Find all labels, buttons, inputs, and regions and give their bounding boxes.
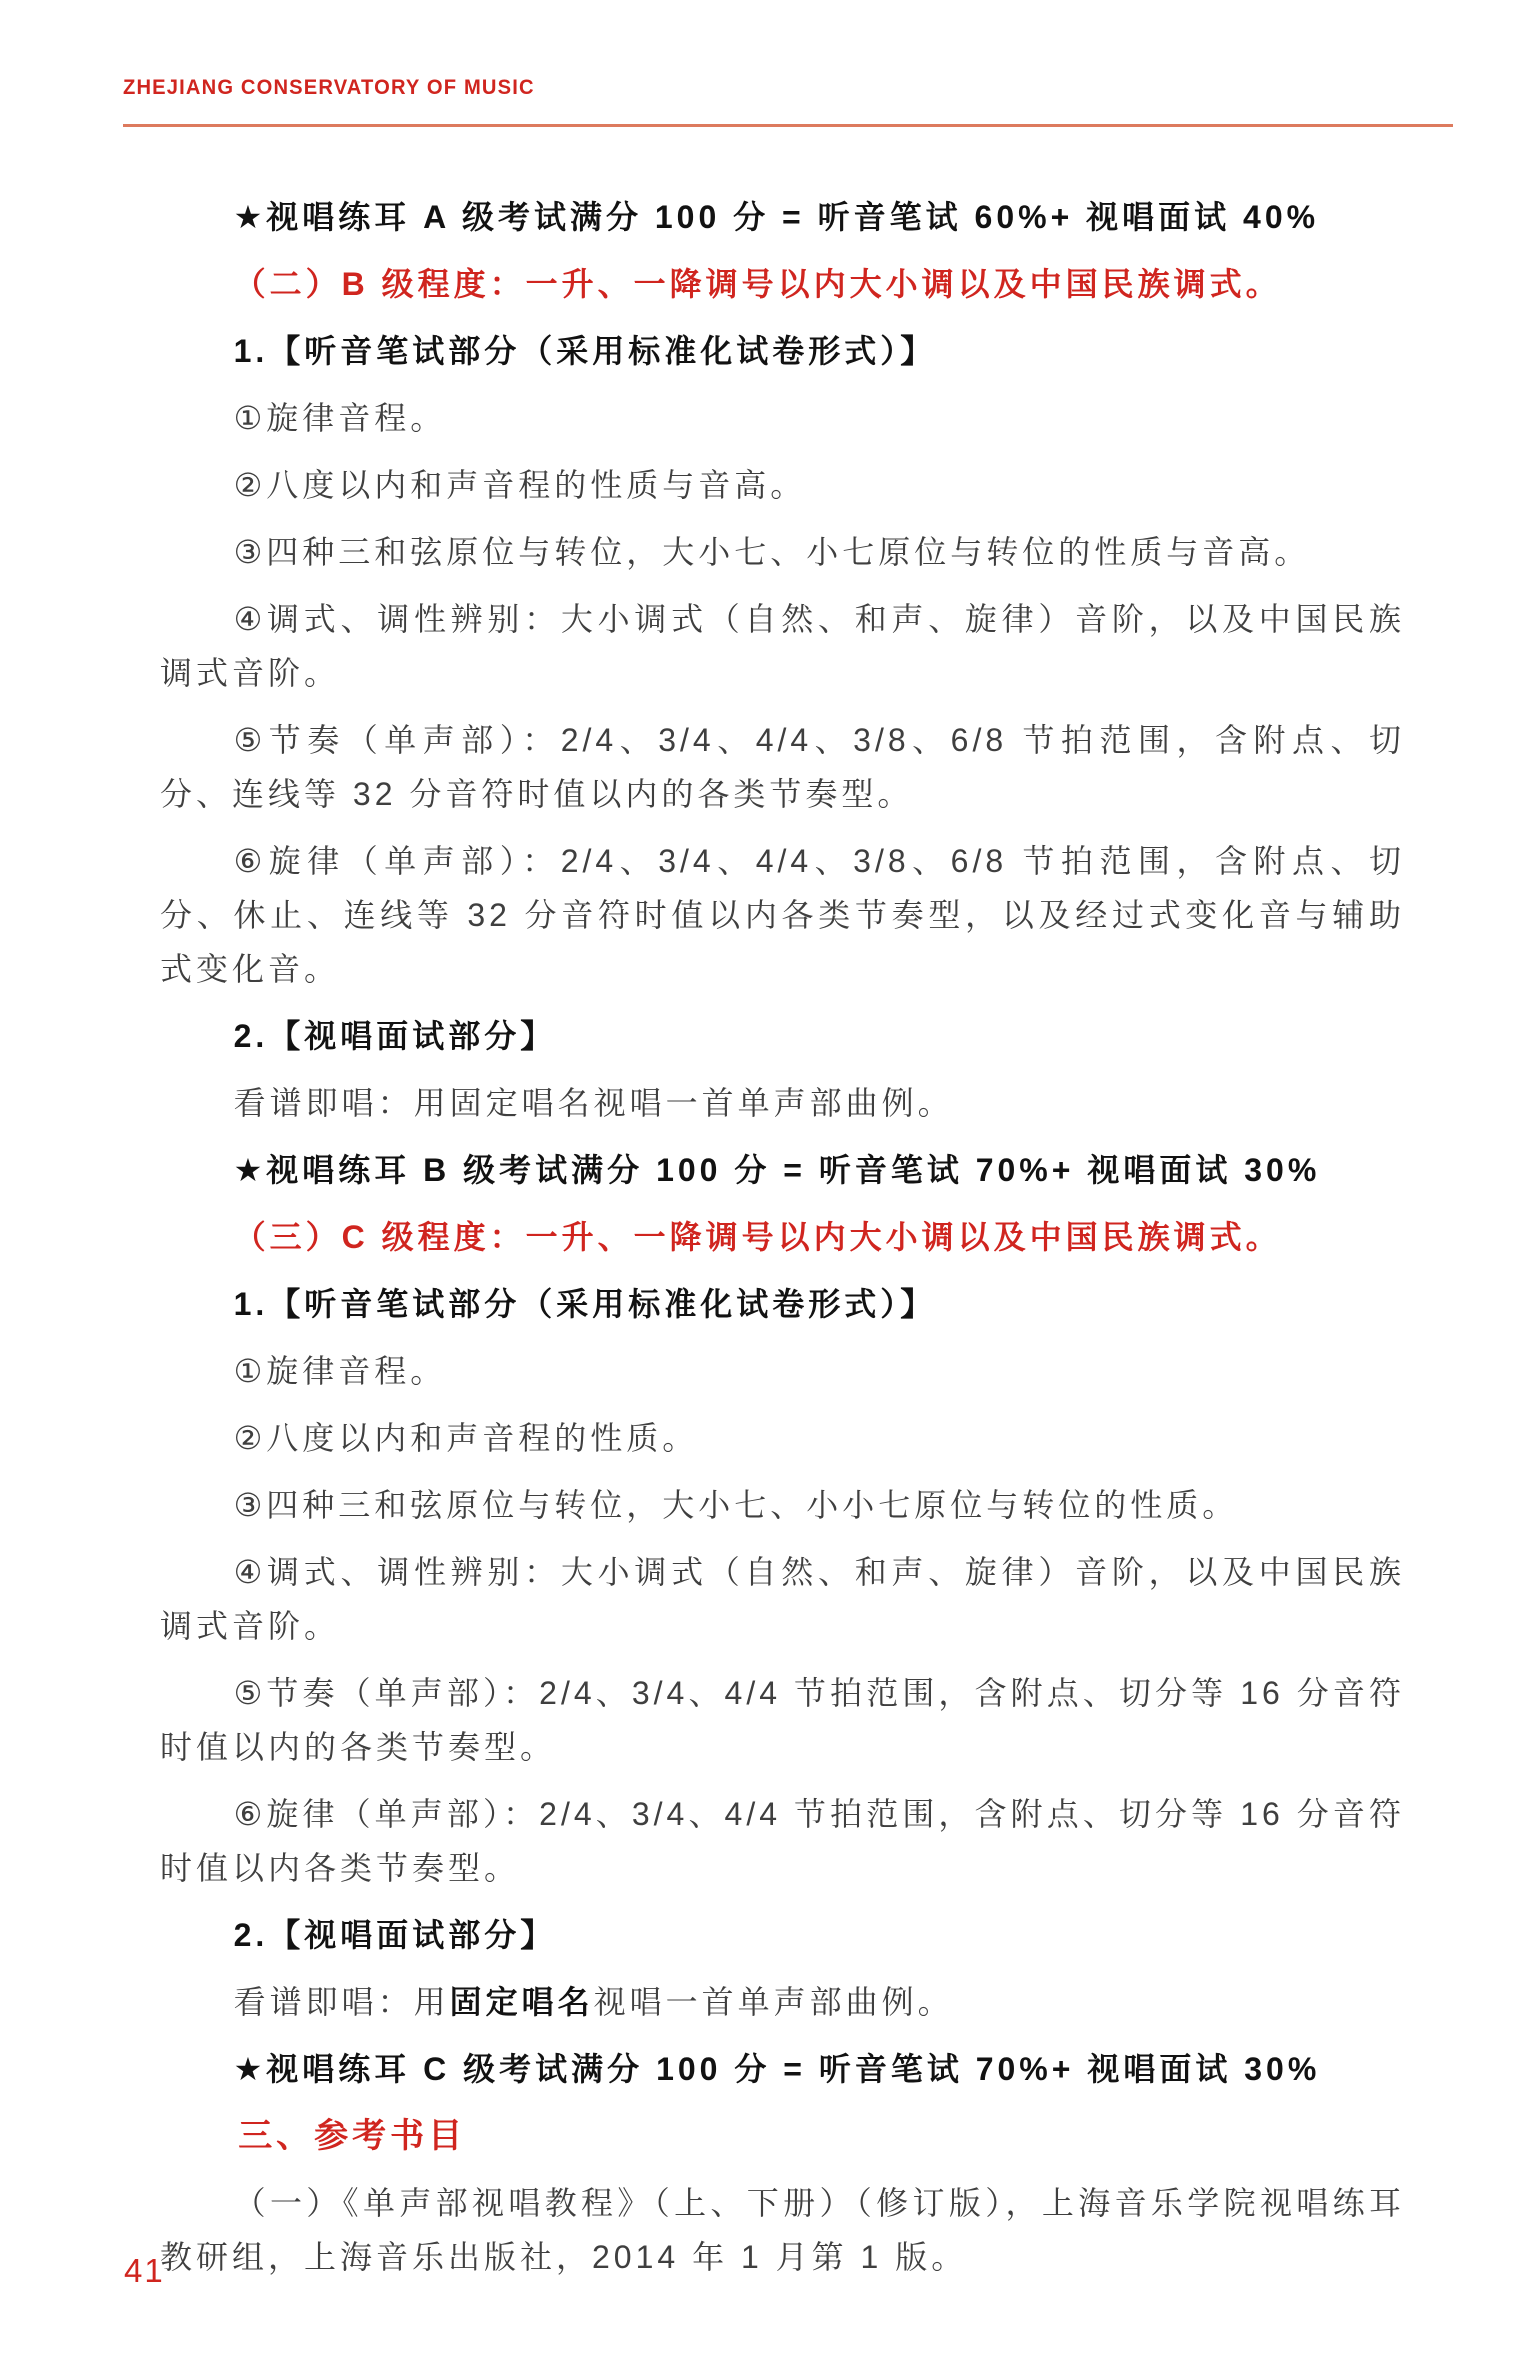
list-item: ④调式、调性辨别：大小调式（自然、和声、旋律）音阶，以及中国民族调式音阶。	[160, 601, 1405, 691]
list-item: ①旋律音程。	[233, 400, 447, 436]
paragraph-text: 视唱一首单声部曲例。	[593, 1984, 954, 2020]
exam-score-formula-a: ★视唱练耳 A 级考试满分 100 分 = 听音笔试 60%+ 视唱面试 40%	[233, 199, 1320, 235]
list-item: ⑥旋律（单声部）：2/4、3/4、4/4、3/8、6/8 节拍范围，含附点、切分、休止、连线等 32 分音符时值以内各类节奏型，以及经过式变化音与辅助式变化音。	[160, 843, 1405, 987]
paragraph-text: 看谱即唱：用	[233, 1984, 450, 2020]
document-body	[160, 190, 1405, 2297]
subsection-listening-written-c: 1.【听音笔试部分（采用标准化试卷形式）】	[233, 1286, 937, 1322]
section-heading-references: 三、参考书目	[238, 2117, 467, 2155]
page-header	[123, 76, 1453, 100]
paragraph: 看谱即唱：用固定唱名视唱一首单声部曲例。	[233, 1085, 954, 1121]
list-item: ③四种三和弦原位与转位，大小七、小小七原位与转位的性质。	[233, 1487, 1239, 1523]
list-item: ①旋律音程。	[233, 1353, 447, 1389]
exam-score-formula-c: ★视唱练耳 C 级考试满分 100 分 = 听音笔试 70%+ 视唱面试 30%	[233, 2051, 1321, 2087]
subsection-sight-singing-b: 2.【视唱面试部分】	[233, 1018, 557, 1054]
page-number: 41	[124, 2252, 165, 2289]
list-item: ⑤节奏（单声部）：2/4、3/4、4/4、3/8、6/8 节拍范围，含附点、切分、连线等 32 分音符时值以内的各类节奏型。	[160, 722, 1405, 812]
list-item: ③四种三和弦原位与转位，大小七、小七原位与转位的性质与音高。	[233, 534, 1311, 570]
list-item: ④调式、调性辨别：大小调式（自然、和声、旋律）音阶，以及中国民族调式音阶。	[160, 1554, 1405, 1644]
list-item: ⑤节奏（单声部）：2/4、3/4、4/4 节拍范围，含附点、切分等 16 分音符时值以内的各类节奏型。	[160, 1675, 1405, 1765]
header-divider	[123, 124, 1453, 127]
exam-score-formula-b: ★视唱练耳 B 级考试满分 100 分 = 听音笔试 70%+ 视唱面试 30%	[233, 1152, 1321, 1188]
list-item: ②八度以内和声音程的性质与音高。	[233, 467, 807, 503]
subsection-sight-singing-c: 2.【视唱面试部分】	[233, 1917, 557, 1953]
list-item: ⑥旋律（单声部）：2/4、3/4、4/4 节拍范围，含附点、切分等 16 分音符时值以内各类节奏型。	[160, 1796, 1405, 1886]
section-heading-b-level: （二）B 级程度：一升、一降调号以内大小调以及中国民族调式。	[233, 266, 1282, 302]
paragraph-bold-text: 固定唱名	[449, 1984, 594, 2020]
logo-text: ZHEJIANG CONSERVATORY OF MUSIC	[123, 76, 535, 99]
paragraph	[160, 1975, 1405, 2029]
section-heading-c-level: （三）C 级程度：一升、一降调号以内大小调以及中国民族调式。	[233, 1219, 1282, 1255]
subsection-listening-written-b: 1.【听音笔试部分（采用标准化试卷形式）】	[233, 333, 937, 369]
reference-item: （一）《单声部视唱教程》（上、下册）（修订版），上海音乐学院视唱练耳教研组，上海音乐出版社，2014 年 1 月第 1 版。	[160, 2185, 1405, 2275]
list-item: ②八度以内和声音程的性质。	[233, 1420, 699, 1456]
